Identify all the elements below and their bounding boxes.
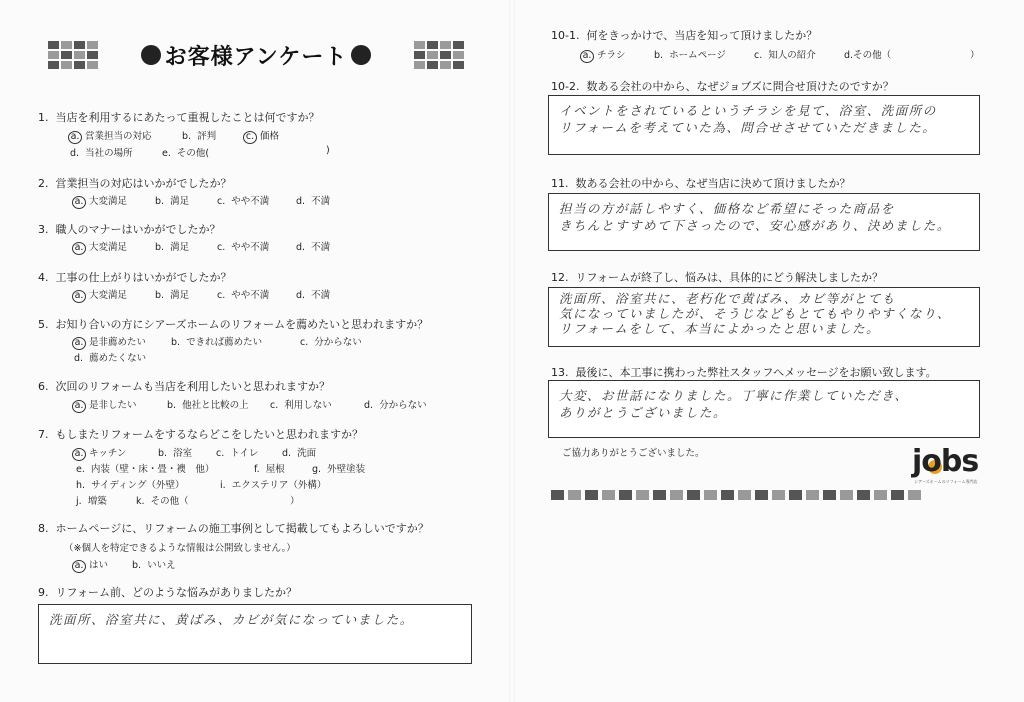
question-8: 8. ホームページに、リフォームの施工事例として掲載してもよろしいですか？ (38, 522, 429, 535)
option-d[interactable]: d. 不満 (296, 242, 331, 253)
question-text: 当店を利用するにあたって重視したことは何ですか？ (55, 111, 320, 124)
option-a[interactable]: a. 大変満足 (74, 287, 127, 303)
option-a[interactable]: a. 是非薦めたい (74, 334, 146, 350)
option-c[interactable]: c. やや不満 (217, 290, 270, 301)
option-b[interactable]: b. いいえ (132, 560, 176, 571)
handwritten-answer: 担当の方が話しやすく、価格など希望にそった商品を きちんとすすめて下さったので、安心感があり、決めました。 (559, 201, 951, 233)
answer-box-9[interactable] (38, 604, 472, 664)
option-i[interactable]: i. エクステリア（外構） (220, 480, 327, 491)
option-e[interactable]: e. その他( (162, 148, 210, 159)
handwritten-answer: 洗面所、浴室共に、老朽化で黄ばみ、カビ等がとても 気になっていましたが、そうじなどもとてもやりやすくなり、 リフォームをして、本当によかったと思いました。 (559, 291, 952, 336)
handwritten-answer: 洗面所、浴室共に、黄ばみ、カビが気になっていました。 (49, 612, 414, 627)
bullet-icon (351, 45, 371, 65)
option-b[interactable]: b. 評判 (182, 131, 217, 142)
jobs-logo (912, 444, 979, 486)
thanks-message: ご協力ありがとうございました。 (562, 448, 705, 459)
question-text: 数ある会社の中から、なぜジョブズに問合せ頂けたのですか？ (586, 80, 894, 93)
answer-box-10-2[interactable] (548, 95, 980, 155)
option-c[interactable]: c. やや不満 (217, 196, 270, 207)
option-a[interactable]: a. キッチン (74, 445, 126, 461)
question-text: 職人のマナーはいかがでしたか？ (55, 223, 221, 236)
question-text: ホームページに、リフォームの施工事例として掲載してもよろしいですか？ (55, 522, 429, 535)
answer-box-13[interactable] (548, 380, 980, 438)
option-c[interactable]: c. 知人の紹介 (754, 50, 816, 61)
question-10-2: 10-2. 数ある会社の中から、なぜジョブズに問合せ頂けたのですか？ (551, 80, 894, 93)
question-text: お知り合いの方にシアーズホームのリフォームを薦めたいと思われますか？ (55, 318, 429, 331)
option-b[interactable]: b. 満足 (155, 242, 190, 253)
answer-box-11[interactable] (548, 193, 980, 251)
decor-squares-right (414, 41, 464, 69)
question-text: 何をきっかけで、当店を知って頂けましたか？ (586, 29, 818, 42)
decor-squares-footer (551, 490, 921, 500)
question-5: 5. お知り合いの方にシアーズホームのリフォームを薦めたいと思われますか？ (38, 318, 429, 331)
option-d[interactable]: d. 不満 (296, 290, 331, 301)
option-b[interactable]: b. 満足 (155, 196, 190, 207)
handwritten-answer: イベントをされているというチラシを見て、浴室、洗面所の リフォームを考えていた為、問合せさせていただきました。 (559, 103, 937, 135)
question-4: 4. 工事の仕上がりはいかがでしたか？ (38, 271, 232, 284)
question-text: 最後に、本工事に携わった弊社スタッフへメッセージをお願い致します。 (575, 366, 937, 379)
answer-box-12[interactable] (548, 287, 980, 347)
option-a[interactable]: a. 営業担当の対応 (70, 128, 152, 144)
option-d-close: ） (970, 50, 980, 61)
option-d[interactable]: d. 不満 (296, 196, 331, 207)
question-10-1: 10-1. 何をきっかけで、当店を知って頂けましたか？ (551, 29, 818, 42)
question-9: 9. リフォーム前、どのような悩みがありましたか？ (38, 586, 297, 599)
question-2: 2. 営業担当の対応はいかがでしたか？ (38, 177, 232, 190)
question-10-1-options (582, 47, 982, 61)
handwritten-answer: 大変、お世話になりました。丁寧に作業していただき、 ありがとうございました。 (559, 388, 909, 420)
option-k[interactable]: k. その他（ (136, 496, 189, 507)
option-c[interactable]: c. トイレ (216, 448, 259, 459)
option-d[interactable]: d. 分からない (364, 400, 427, 411)
title-banner (48, 40, 464, 70)
question-8-note: （※個人を特定できるような情報は公開致しません。） (64, 543, 296, 554)
option-b[interactable]: b. ホームページ (654, 50, 726, 61)
option-b[interactable]: b. 他社と比較の上 (167, 400, 249, 411)
option-a[interactable]: a. はい (74, 557, 108, 573)
option-d[interactable]: d. 当社の場所 (70, 148, 133, 159)
option-c[interactable]: c. 利用しない (270, 400, 332, 411)
option-b[interactable]: b. 浴室 (158, 448, 193, 459)
option-b[interactable]: b. できれば薦めたい (171, 337, 263, 348)
option-a[interactable]: a. 是非したい (74, 397, 137, 413)
option-h[interactable]: h. サイディング（外壁） (76, 480, 185, 491)
question-text: リフォームが終了し、悩みは、具体的にどう解決しましたか？ (575, 271, 883, 284)
option-k-close: ） (290, 496, 300, 507)
option-e[interactable]: e. 内装（壁・床・畳・襖 他） (76, 464, 215, 475)
option-d[interactable]: d. 薦めたくない (74, 353, 147, 364)
question-11: 11. 数ある会社の中から、なぜ当店に決めて頂けましたか？ (551, 177, 851, 190)
option-a[interactable]: a. チラシ (582, 47, 626, 63)
page-fold (509, 0, 515, 702)
logo-subtext: シアーズホームのリフォーム専門店 (914, 479, 978, 484)
option-g[interactable]: g. 外壁塗装 (312, 464, 366, 475)
option-e-close: ) (326, 145, 330, 156)
title-text: お客様アンケート (164, 44, 348, 70)
question-12: 12. リフォームが終了し、悩みは、具体的にどう解決しましたか？ (551, 271, 883, 284)
option-c[interactable]: c. 価格 (245, 128, 279, 144)
option-a[interactable]: a. 大変満足 (74, 239, 127, 255)
decor-squares-left (48, 41, 98, 69)
question-1: 1. 当店を利用するにあたって重視したことは何ですか？ (38, 111, 320, 124)
question-text: 次回のリフォームも当店を利用したいと思われますか？ (55, 380, 330, 393)
option-j[interactable]: j. 増築 (76, 496, 107, 507)
option-f[interactable]: f. 屋根 (254, 464, 285, 475)
option-d[interactable]: d. 洗面 (282, 448, 317, 459)
option-c[interactable]: c. 分からない (300, 337, 362, 348)
question-text: リフォーム前、どのような悩みがありましたか？ (55, 586, 297, 599)
question-text: もしまたリフォームをするならどこをしたいと思われますか？ (55, 428, 363, 441)
question-text: 営業担当の対応はいかがでしたか？ (55, 177, 232, 190)
question-3: 3. 職人のマナーはいかがでしたか？ (38, 223, 221, 236)
question-13: 13. 最後に、本工事に携わった弊社スタッフへメッセージをお願い致します。 (551, 366, 937, 379)
page-title (141, 40, 372, 71)
option-a[interactable]: a. 大変満足 (74, 193, 127, 209)
question-6: 6. 次回のリフォームも当店を利用したいと思われますか？ (38, 380, 330, 393)
logo-text: jobs (912, 444, 979, 479)
bullet-icon (141, 45, 161, 65)
question-7: 7. もしまたリフォームをするならどこをしたいと思われますか？ (38, 428, 363, 441)
question-text: 工事の仕上がりはいかがでしたか？ (55, 271, 232, 284)
option-d[interactable]: d.その他（ (844, 50, 892, 61)
question-text: 数ある会社の中から、なぜ当店に決めて頂けましたか？ (575, 177, 851, 190)
option-b[interactable]: b. 満足 (155, 290, 190, 301)
option-c[interactable]: c. やや不満 (217, 242, 270, 253)
